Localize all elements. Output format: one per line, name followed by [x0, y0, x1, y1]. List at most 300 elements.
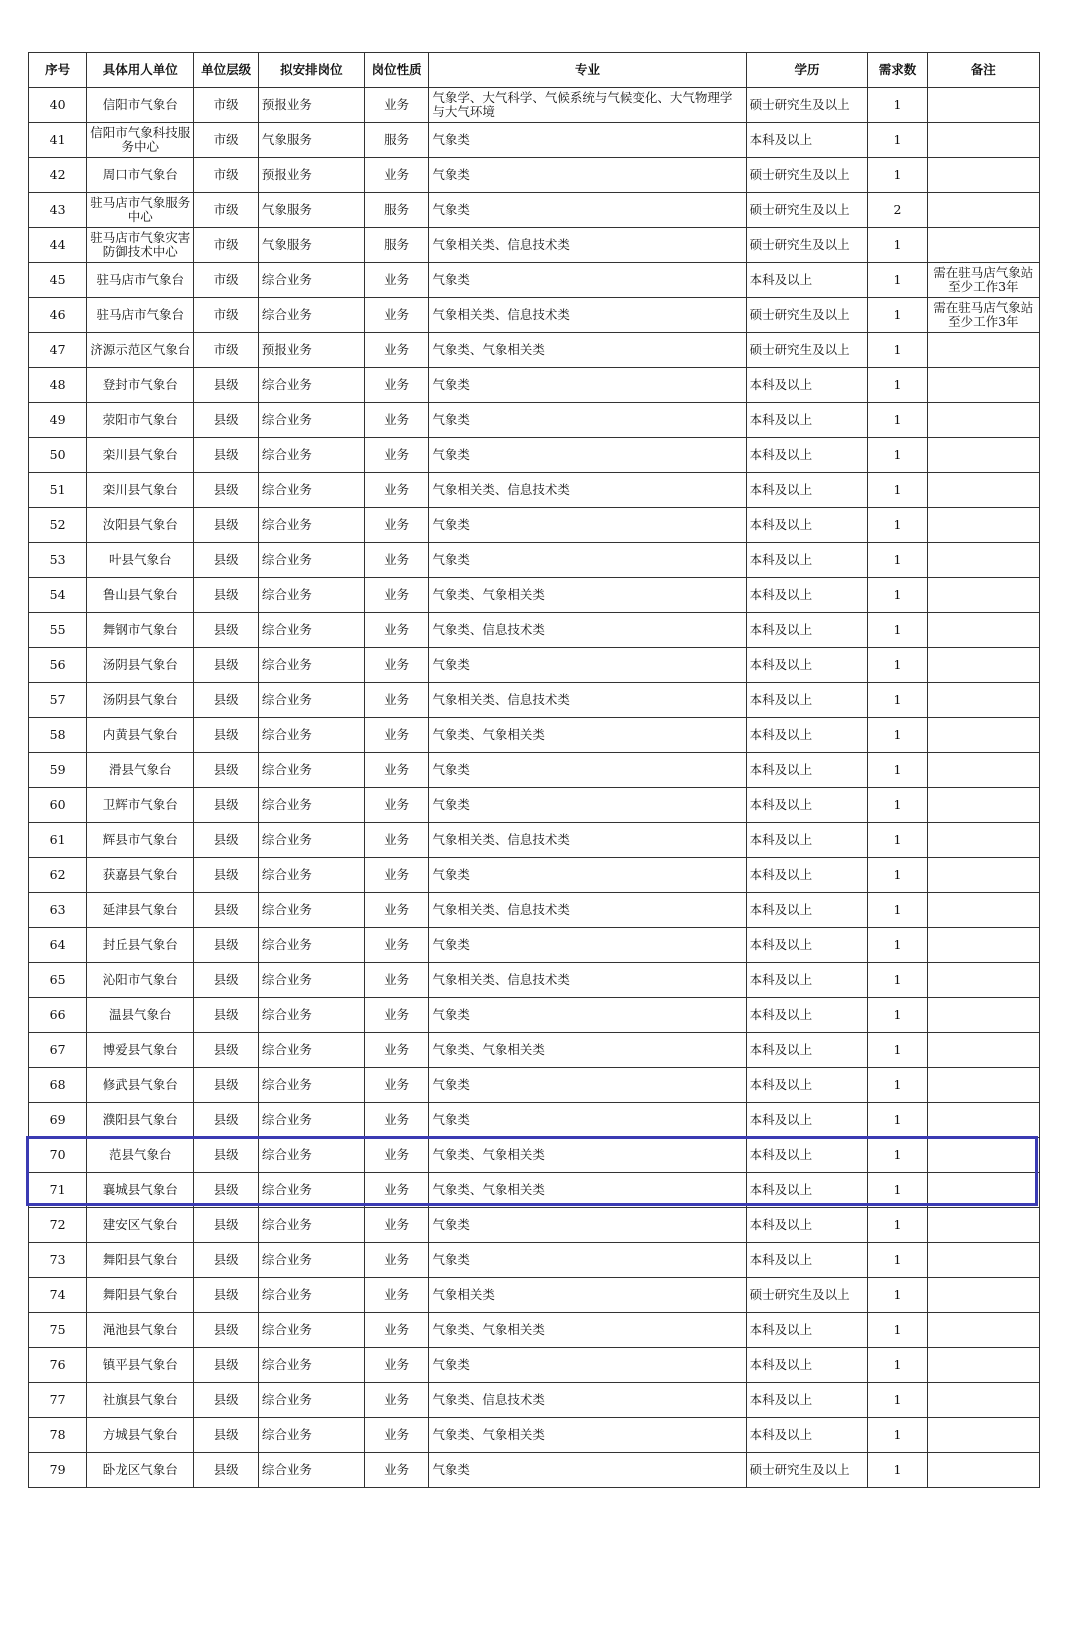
remark-cell — [927, 473, 1039, 508]
position-cell: 综合业务 — [258, 403, 364, 438]
nature-cell: 业务 — [364, 403, 428, 438]
nature-cell: 业务 — [364, 438, 428, 473]
level-cell: 市级 — [194, 263, 258, 298]
nature-cell: 业务 — [364, 998, 428, 1033]
table-row — [29, 1313, 1040, 1348]
major-cell: 气象相关类 — [429, 1278, 746, 1313]
major-cell: 气象类、信息技术类 — [429, 1383, 746, 1418]
seq-cell: 51 — [29, 473, 87, 508]
table-row — [29, 228, 1040, 263]
position-cell: 综合业务 — [258, 1348, 364, 1383]
education-cell: 本科及以上 — [746, 578, 868, 613]
position-cell: 综合业务 — [258, 753, 364, 788]
nature-cell: 业务 — [364, 1138, 428, 1173]
level-cell: 市级 — [194, 158, 258, 193]
seq-cell: 55 — [29, 613, 87, 648]
education-cell: 本科及以上 — [746, 543, 868, 578]
table-row — [29, 753, 1040, 788]
education-cell: 本科及以上 — [746, 1243, 868, 1278]
unit-cell: 博爱县气象台 — [87, 1033, 194, 1068]
unit-cell: 封丘县气象台 — [87, 928, 194, 963]
level-cell: 市级 — [194, 298, 258, 333]
remark-cell — [927, 1033, 1039, 1068]
table-row — [29, 788, 1040, 823]
seq-cell: 42 — [29, 158, 87, 193]
level-cell: 县级 — [194, 613, 258, 648]
education-cell: 本科及以上 — [746, 648, 868, 683]
count-cell: 1 — [868, 998, 927, 1033]
major-cell: 气象相关类、信息技术类 — [429, 683, 746, 718]
education-cell: 本科及以上 — [746, 998, 868, 1033]
position-cell: 综合业务 — [258, 1243, 364, 1278]
level-cell: 县级 — [194, 648, 258, 683]
remark-cell — [927, 88, 1039, 123]
count-cell: 1 — [868, 718, 927, 753]
seq-cell: 68 — [29, 1068, 87, 1103]
count-cell: 1 — [868, 928, 927, 963]
position-cell: 综合业务 — [258, 928, 364, 963]
remark-cell — [927, 333, 1039, 368]
nature-cell: 业务 — [364, 578, 428, 613]
unit-cell: 卧龙区气象台 — [87, 1453, 194, 1488]
level-cell: 县级 — [194, 998, 258, 1033]
education-cell: 本科及以上 — [746, 1138, 868, 1173]
position-cell: 综合业务 — [258, 1313, 364, 1348]
count-cell: 1 — [868, 543, 927, 578]
major-cell: 气象类 — [429, 1453, 746, 1488]
unit-cell: 舞钢市气象台 — [87, 613, 194, 648]
nature-cell: 业务 — [364, 648, 428, 683]
count-cell: 1 — [868, 1033, 927, 1068]
unit-cell: 栾川县气象台 — [87, 473, 194, 508]
position-cell: 综合业务 — [258, 823, 364, 858]
nature-cell: 业务 — [364, 963, 428, 998]
position-cell: 综合业务 — [258, 893, 364, 928]
major-cell: 气象类 — [429, 368, 746, 403]
education-cell: 本科及以上 — [746, 1068, 868, 1103]
level-cell: 县级 — [194, 578, 258, 613]
level-cell: 市级 — [194, 88, 258, 123]
count-cell: 1 — [868, 683, 927, 718]
seq-cell: 60 — [29, 788, 87, 823]
header-cell: 需求数 — [868, 53, 927, 88]
header-row — [29, 53, 1040, 88]
education-cell: 本科及以上 — [746, 1383, 868, 1418]
nature-cell: 业务 — [364, 1103, 428, 1138]
level-cell: 县级 — [194, 1418, 258, 1453]
remark-cell — [927, 403, 1039, 438]
remark-cell — [927, 1243, 1039, 1278]
table-row — [29, 1348, 1040, 1383]
position-cell: 综合业务 — [258, 613, 364, 648]
table-row — [29, 193, 1040, 228]
position-cell: 气象服务 — [258, 193, 364, 228]
seq-cell: 54 — [29, 578, 87, 613]
header-cell: 单位层级 — [194, 53, 258, 88]
unit-cell: 汤阴县气象台 — [87, 683, 194, 718]
remark-cell — [927, 788, 1039, 823]
unit-cell: 社旗县气象台 — [87, 1383, 194, 1418]
table-row — [29, 1103, 1040, 1138]
major-cell: 气象类 — [429, 123, 746, 158]
table-row — [29, 1243, 1040, 1278]
level-cell: 市级 — [194, 228, 258, 263]
nature-cell: 业务 — [364, 1313, 428, 1348]
level-cell: 县级 — [194, 858, 258, 893]
remark-cell — [927, 718, 1039, 753]
remark-cell — [927, 998, 1039, 1033]
major-cell: 气象类 — [429, 1068, 746, 1103]
count-cell: 1 — [868, 753, 927, 788]
education-cell: 本科及以上 — [746, 403, 868, 438]
count-cell: 1 — [868, 823, 927, 858]
table-row — [29, 438, 1040, 473]
table-body — [29, 88, 1040, 1488]
position-cell: 气象服务 — [258, 123, 364, 158]
education-cell: 本科及以上 — [746, 263, 868, 298]
level-cell: 县级 — [194, 368, 258, 403]
unit-cell: 驻马店市气象台 — [87, 263, 194, 298]
unit-cell: 方城县气象台 — [87, 1418, 194, 1453]
recruitment-table — [28, 52, 1040, 1488]
unit-cell: 濮阳县气象台 — [87, 1103, 194, 1138]
unit-cell: 舞阳县气象台 — [87, 1278, 194, 1313]
education-cell: 本科及以上 — [746, 893, 868, 928]
header-cell: 备注 — [927, 53, 1039, 88]
remark-cell — [927, 1278, 1039, 1313]
table-row — [29, 1173, 1040, 1208]
table-row — [29, 158, 1040, 193]
unit-cell: 登封市气象台 — [87, 368, 194, 403]
position-cell: 综合业务 — [258, 1418, 364, 1453]
education-cell: 本科及以上 — [746, 718, 868, 753]
count-cell: 1 — [868, 1453, 927, 1488]
major-cell: 气象相关类、信息技术类 — [429, 823, 746, 858]
unit-cell: 荥阳市气象台 — [87, 403, 194, 438]
level-cell: 县级 — [194, 1383, 258, 1418]
level-cell: 县级 — [194, 1068, 258, 1103]
unit-cell: 建安区气象台 — [87, 1208, 194, 1243]
major-cell: 气象相关类、信息技术类 — [429, 473, 746, 508]
nature-cell: 服务 — [364, 123, 428, 158]
count-cell: 1 — [868, 438, 927, 473]
remark-cell — [927, 1453, 1039, 1488]
education-cell: 硕士研究生及以上 — [746, 1278, 868, 1313]
position-cell: 预报业务 — [258, 88, 364, 123]
header-cell: 拟安排岗位 — [258, 53, 364, 88]
remark-cell — [927, 893, 1039, 928]
education-cell: 本科及以上 — [746, 1348, 868, 1383]
remark-cell — [927, 823, 1039, 858]
remark-cell — [927, 1103, 1039, 1138]
header-cell: 岗位性质 — [364, 53, 428, 88]
table-row — [29, 403, 1040, 438]
position-cell: 综合业务 — [258, 543, 364, 578]
unit-cell: 内黄县气象台 — [87, 718, 194, 753]
count-cell: 1 — [868, 1348, 927, 1383]
table-row — [29, 508, 1040, 543]
unit-cell: 温县气象台 — [87, 998, 194, 1033]
level-cell: 县级 — [194, 928, 258, 963]
remark-cell — [927, 1348, 1039, 1383]
level-cell: 县级 — [194, 1278, 258, 1313]
unit-cell: 修武县气象台 — [87, 1068, 194, 1103]
education-cell: 本科及以上 — [746, 788, 868, 823]
education-cell: 硕士研究生及以上 — [746, 298, 868, 333]
education-cell: 本科及以上 — [746, 123, 868, 158]
level-cell: 县级 — [194, 718, 258, 753]
level-cell: 县级 — [194, 1103, 258, 1138]
nature-cell: 业务 — [364, 928, 428, 963]
unit-cell: 驻马店市气象服务中心 — [87, 193, 194, 228]
seq-cell: 70 — [29, 1138, 87, 1173]
education-cell: 本科及以上 — [746, 753, 868, 788]
seq-cell: 46 — [29, 298, 87, 333]
education-cell: 硕士研究生及以上 — [746, 333, 868, 368]
nature-cell: 业务 — [364, 1033, 428, 1068]
count-cell: 1 — [868, 1243, 927, 1278]
count-cell: 1 — [868, 858, 927, 893]
unit-cell: 范县气象台 — [87, 1138, 194, 1173]
unit-cell: 栾川县气象台 — [87, 438, 194, 473]
education-cell: 本科及以上 — [746, 473, 868, 508]
count-cell: 1 — [868, 1418, 927, 1453]
major-cell: 气象类 — [429, 508, 746, 543]
table-row — [29, 1138, 1040, 1173]
remark-cell — [927, 1173, 1039, 1208]
nature-cell: 业务 — [364, 1383, 428, 1418]
nature-cell: 业务 — [364, 753, 428, 788]
table-row — [29, 718, 1040, 753]
education-cell: 本科及以上 — [746, 438, 868, 473]
header-cell: 具体用人单位 — [87, 53, 194, 88]
unit-cell: 济源示范区气象台 — [87, 333, 194, 368]
major-cell: 气象类 — [429, 788, 746, 823]
unit-cell: 延津县气象台 — [87, 893, 194, 928]
nature-cell: 业务 — [364, 788, 428, 823]
remark-cell — [927, 368, 1039, 403]
education-cell: 本科及以上 — [746, 1033, 868, 1068]
position-cell: 综合业务 — [258, 578, 364, 613]
unit-cell: 汝阳县气象台 — [87, 508, 194, 543]
count-cell: 1 — [868, 1208, 927, 1243]
nature-cell: 业务 — [364, 1208, 428, 1243]
table-row — [29, 1418, 1040, 1453]
table-row — [29, 998, 1040, 1033]
nature-cell: 业务 — [364, 1068, 428, 1103]
table-row — [29, 858, 1040, 893]
education-cell: 本科及以上 — [746, 1173, 868, 1208]
nature-cell: 业务 — [364, 263, 428, 298]
header-cell: 学历 — [746, 53, 868, 88]
seq-cell: 64 — [29, 928, 87, 963]
major-cell: 气象相关类、信息技术类 — [429, 893, 746, 928]
position-cell: 综合业务 — [258, 438, 364, 473]
nature-cell: 业务 — [364, 298, 428, 333]
education-cell: 硕士研究生及以上 — [746, 88, 868, 123]
table-row — [29, 578, 1040, 613]
education-cell: 本科及以上 — [746, 963, 868, 998]
count-cell: 1 — [868, 613, 927, 648]
nature-cell: 业务 — [364, 543, 428, 578]
major-cell: 气象类 — [429, 1103, 746, 1138]
major-cell: 气象类、气象相关类 — [429, 1173, 746, 1208]
remark-cell — [927, 1418, 1039, 1453]
table-row — [29, 1068, 1040, 1103]
level-cell: 县级 — [194, 473, 258, 508]
count-cell: 1 — [868, 228, 927, 263]
count-cell: 1 — [868, 1173, 927, 1208]
level-cell: 县级 — [194, 1033, 258, 1068]
seq-cell: 66 — [29, 998, 87, 1033]
seq-cell: 53 — [29, 543, 87, 578]
position-cell: 综合业务 — [258, 263, 364, 298]
nature-cell: 业务 — [364, 158, 428, 193]
count-cell: 1 — [868, 158, 927, 193]
remark-cell — [927, 1208, 1039, 1243]
major-cell: 气象类 — [429, 438, 746, 473]
major-cell: 气象类、气象相关类 — [429, 718, 746, 753]
table-row — [29, 1208, 1040, 1243]
count-cell: 2 — [868, 193, 927, 228]
education-cell: 本科及以上 — [746, 1313, 868, 1348]
seq-cell: 77 — [29, 1383, 87, 1418]
level-cell: 市级 — [194, 333, 258, 368]
position-cell: 综合业务 — [258, 508, 364, 543]
position-cell: 综合业务 — [258, 1033, 364, 1068]
unit-cell: 渑池县气象台 — [87, 1313, 194, 1348]
education-cell: 本科及以上 — [746, 928, 868, 963]
position-cell: 综合业务 — [258, 298, 364, 333]
count-cell: 1 — [868, 788, 927, 823]
nature-cell: 业务 — [364, 718, 428, 753]
remark-cell — [927, 1383, 1039, 1418]
count-cell: 1 — [868, 123, 927, 158]
remark-cell — [927, 613, 1039, 648]
seq-cell: 72 — [29, 1208, 87, 1243]
seq-cell: 62 — [29, 858, 87, 893]
major-cell: 气象类 — [429, 403, 746, 438]
major-cell: 气象类、气象相关类 — [429, 578, 746, 613]
remark-cell — [927, 193, 1039, 228]
remark-cell: 需在驻马店气象站至少工作3年 — [927, 263, 1039, 298]
major-cell: 气象类 — [429, 858, 746, 893]
seq-cell: 59 — [29, 753, 87, 788]
level-cell: 县级 — [194, 1313, 258, 1348]
nature-cell: 业务 — [364, 1173, 428, 1208]
nature-cell: 服务 — [364, 193, 428, 228]
major-cell: 气象类 — [429, 1243, 746, 1278]
count-cell: 1 — [868, 1383, 927, 1418]
level-cell: 县级 — [194, 753, 258, 788]
nature-cell: 业务 — [364, 368, 428, 403]
education-cell: 本科及以上 — [746, 1103, 868, 1138]
count-cell: 1 — [868, 368, 927, 403]
nature-cell: 业务 — [364, 1453, 428, 1488]
position-cell: 综合业务 — [258, 1208, 364, 1243]
remark-cell — [927, 438, 1039, 473]
level-cell: 县级 — [194, 543, 258, 578]
count-cell: 1 — [868, 263, 927, 298]
seq-cell: 49 — [29, 403, 87, 438]
position-cell: 综合业务 — [258, 1173, 364, 1208]
seq-cell: 76 — [29, 1348, 87, 1383]
seq-cell: 78 — [29, 1418, 87, 1453]
remark-cell — [927, 858, 1039, 893]
position-cell: 综合业务 — [258, 858, 364, 893]
table-row — [29, 963, 1040, 998]
major-cell: 气象类、气象相关类 — [429, 1138, 746, 1173]
seq-cell: 58 — [29, 718, 87, 753]
major-cell: 气象学、大气科学、气候系统与气候变化、大气物理学与大气环境 — [429, 88, 746, 123]
major-cell: 气象类、气象相关类 — [429, 1418, 746, 1453]
seq-cell: 67 — [29, 1033, 87, 1068]
major-cell: 气象类 — [429, 753, 746, 788]
nature-cell: 业务 — [364, 1243, 428, 1278]
table-row — [29, 1033, 1040, 1068]
position-cell: 综合业务 — [258, 718, 364, 753]
count-cell: 1 — [868, 1068, 927, 1103]
seq-cell: 48 — [29, 368, 87, 403]
nature-cell: 业务 — [364, 88, 428, 123]
position-cell: 综合业务 — [258, 1278, 364, 1313]
table-row — [29, 263, 1040, 298]
remark-cell — [927, 508, 1039, 543]
position-cell: 综合业务 — [258, 788, 364, 823]
table-row — [29, 298, 1040, 333]
nature-cell: 业务 — [364, 333, 428, 368]
education-cell: 本科及以上 — [746, 823, 868, 858]
table-row — [29, 613, 1040, 648]
unit-cell: 叶县气象台 — [87, 543, 194, 578]
major-cell: 气象类 — [429, 158, 746, 193]
remark-cell — [927, 1068, 1039, 1103]
level-cell: 县级 — [194, 438, 258, 473]
education-cell: 本科及以上 — [746, 613, 868, 648]
count-cell: 1 — [868, 298, 927, 333]
level-cell: 县级 — [194, 1243, 258, 1278]
table-row — [29, 368, 1040, 403]
remark-cell — [927, 123, 1039, 158]
remark-cell — [927, 158, 1039, 193]
nature-cell: 业务 — [364, 473, 428, 508]
unit-cell: 获嘉县气象台 — [87, 858, 194, 893]
table-row — [29, 823, 1040, 858]
major-cell: 气象相关类、信息技术类 — [429, 298, 746, 333]
education-cell: 本科及以上 — [746, 1208, 868, 1243]
count-cell: 1 — [868, 333, 927, 368]
level-cell: 县级 — [194, 1173, 258, 1208]
education-cell: 本科及以上 — [746, 858, 868, 893]
position-cell: 综合业务 — [258, 1068, 364, 1103]
table-row — [29, 893, 1040, 928]
education-cell: 本科及以上 — [746, 683, 868, 718]
position-cell: 综合业务 — [258, 1383, 364, 1418]
nature-cell: 业务 — [364, 683, 428, 718]
major-cell: 气象类 — [429, 1208, 746, 1243]
nature-cell: 服务 — [364, 228, 428, 263]
education-cell: 本科及以上 — [746, 1418, 868, 1453]
unit-cell: 信阳市气象科技服务中心 — [87, 123, 194, 158]
level-cell: 县级 — [194, 403, 258, 438]
unit-cell: 鲁山县气象台 — [87, 578, 194, 613]
education-cell: 硕士研究生及以上 — [746, 193, 868, 228]
major-cell: 气象类 — [429, 193, 746, 228]
remark-cell — [927, 228, 1039, 263]
count-cell: 1 — [868, 88, 927, 123]
position-cell: 预报业务 — [258, 158, 364, 193]
remark-cell — [927, 963, 1039, 998]
